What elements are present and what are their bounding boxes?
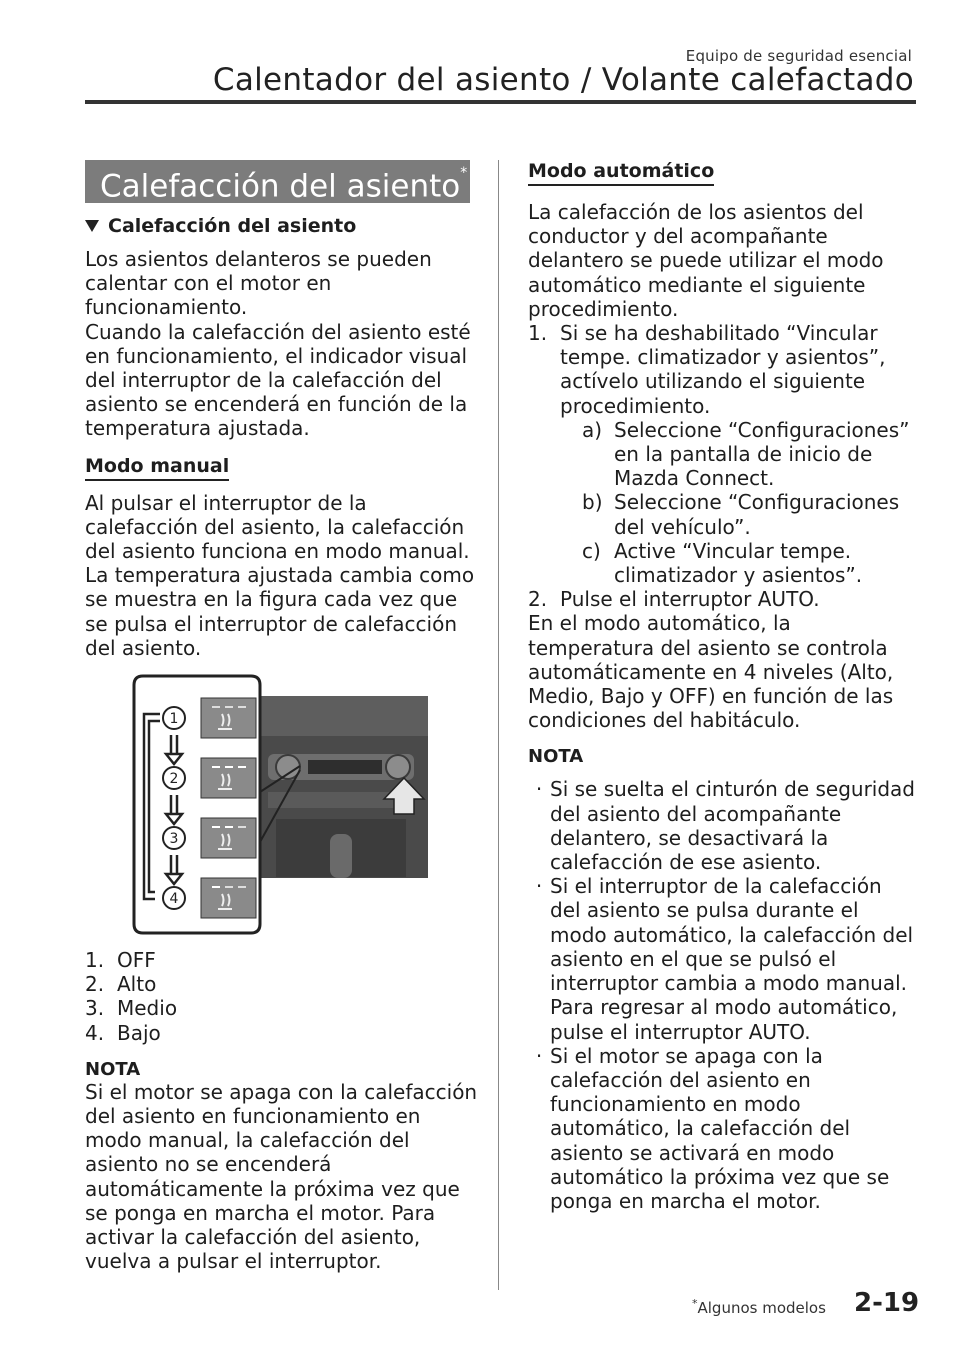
switch-state-high (201, 758, 256, 798)
left-column (85, 160, 480, 1273)
legend-item: 4. Bajo (85, 1020, 161, 1045)
auto-mode-intro: La calefacción de los asientos del conductor y del acompañante delantero se puede utilizar el modo automático mediante el siguiente procedimiento. (528, 200, 884, 321)
footnote-text: Algunos modelos (697, 1299, 826, 1317)
header-rule (85, 100, 916, 104)
sub-step: a) Seleccione “Configuraciones” en la pantalla de inicio de Mazda Connect. (582, 417, 910, 491)
note-bullet: · Si el motor se apaga con la calefacción del asiento en funcionamiento en modo automático, la calefacción del asiento se activará en modo automático la próxima vez que se ponga en marcha el motor. (535, 1043, 890, 1213)
sub-step-list (582, 418, 918, 587)
legend-item: 3. Medio (85, 996, 178, 1021)
footnote-mark: * (692, 1297, 698, 1310)
note-bullet: · Si se suelta el cinturón de seguridad del asiento del acompañante delantero, se desactivará la calefacción de ese asiento. (535, 777, 915, 875)
subheading-text: Calefacción del asiento (108, 215, 357, 237)
figure-label-1: 1 (169, 711, 179, 728)
note-bullet: · Si el interruptor de la calefacción del asiento se pulsa durante el modo automático, la calefacción del asiento en el que se pulsó el interruptor cambia a modo manual. Para regresar al modo automático, pulse el interruptor AUTO. (535, 874, 914, 1044)
procedure-step: 1. Si se ha deshabilitado “Vincular tempe. climatizador y asientos”, actívelo utilizando el siguiente procedimiento. a) Seleccione “Configuraciones” en la pantalla de inicio de Mazda Connect. b) Seleccione “Configuraciones del vehículo”. c) Active “Vincular tempe. climatizador y asientos”. (528, 321, 918, 587)
right-column (528, 160, 918, 1213)
figure-label-2: 2 (169, 771, 179, 788)
switch-state-medium (201, 818, 256, 858)
note-label: NOTA (528, 746, 584, 768)
manual-mode-heading: Modo manual (85, 455, 229, 481)
intro-paragraph: Los asientos delanteros se pueden calentar con el motor en funcionamiento. (85, 247, 432, 320)
section-banner (85, 160, 470, 203)
header-page-title: Calentador del asiento / Volante calefactado (212, 62, 914, 98)
figure-label-3: 3 (169, 831, 179, 848)
intro-paragraph-2: Cuando la calefacción del asiento esté en funcionamiento, el indicador visual del interruptor de la calefacción del asiento se encenderá en función de la temperatura ajustada. (85, 319, 471, 441)
legend-item: 2. Alto (85, 972, 157, 997)
auto-mode-paragraph: En el modo automático, la temperatura del asiento se controla automáticamente en 4 niveles (Alto, Medio, Bajo y OFF) en función de las condiciones del habitáculo. (528, 611, 894, 733)
procedure-step-text: Si se ha deshabilitado “Vincular tempe. climatizador y asientos”, actívelo utilizando el siguiente procedimiento. (560, 321, 886, 418)
header-section-label: Equipo de seguridad esencial (685, 47, 912, 65)
figure-label-4: 4 (169, 891, 179, 908)
subheading (85, 215, 480, 237)
switch-state-low (201, 878, 256, 918)
note-bullets (528, 777, 918, 1213)
manual-mode-paragraph: Al pulsar el interruptor de la calefacción del asiento, la calefacción del asiento funciona en modo manual. La temperatura ajustada cambia como se muestra en la figura cada vez que se pulsa el interruptor de calefacción del asiento. (85, 490, 475, 660)
page-number: 2-19 (854, 1288, 920, 1318)
footnote (692, 1297, 826, 1317)
triangle-down-icon (85, 220, 99, 232)
sub-step: c) Active “Vincular tempe. climatizador y asientos”. (582, 538, 863, 588)
column-divider (498, 160, 499, 1290)
sub-step: b) Seleccione “Configuraciones del vehículo”. (582, 490, 900, 539)
figure-legend (85, 948, 480, 1045)
procedure-step: 2. Pulse el interruptor AUTO. (528, 587, 820, 612)
dashboard-illustration (254, 696, 428, 878)
note-label: NOTA (85, 1058, 141, 1080)
procedure-list (528, 321, 918, 611)
section-banner-title: Calefacción del asiento (100, 168, 461, 205)
legend-item: 1. OFF (85, 948, 156, 973)
some-models-mark: * (460, 165, 468, 181)
auto-mode-heading: Modo automático (528, 160, 714, 186)
switch-state-off (201, 698, 256, 738)
seat-heater-figure (108, 674, 433, 936)
note-paragraph: Si el motor se apaga con la calefacción del asiento en funcionamiento en modo manual, la calefacción del asiento no se encenderá automáticamente la próxima vez que se ponga en marcha el motor. Para activar la calefacción del asiento, vuelva a pulsar el interruptor. (85, 1079, 478, 1274)
